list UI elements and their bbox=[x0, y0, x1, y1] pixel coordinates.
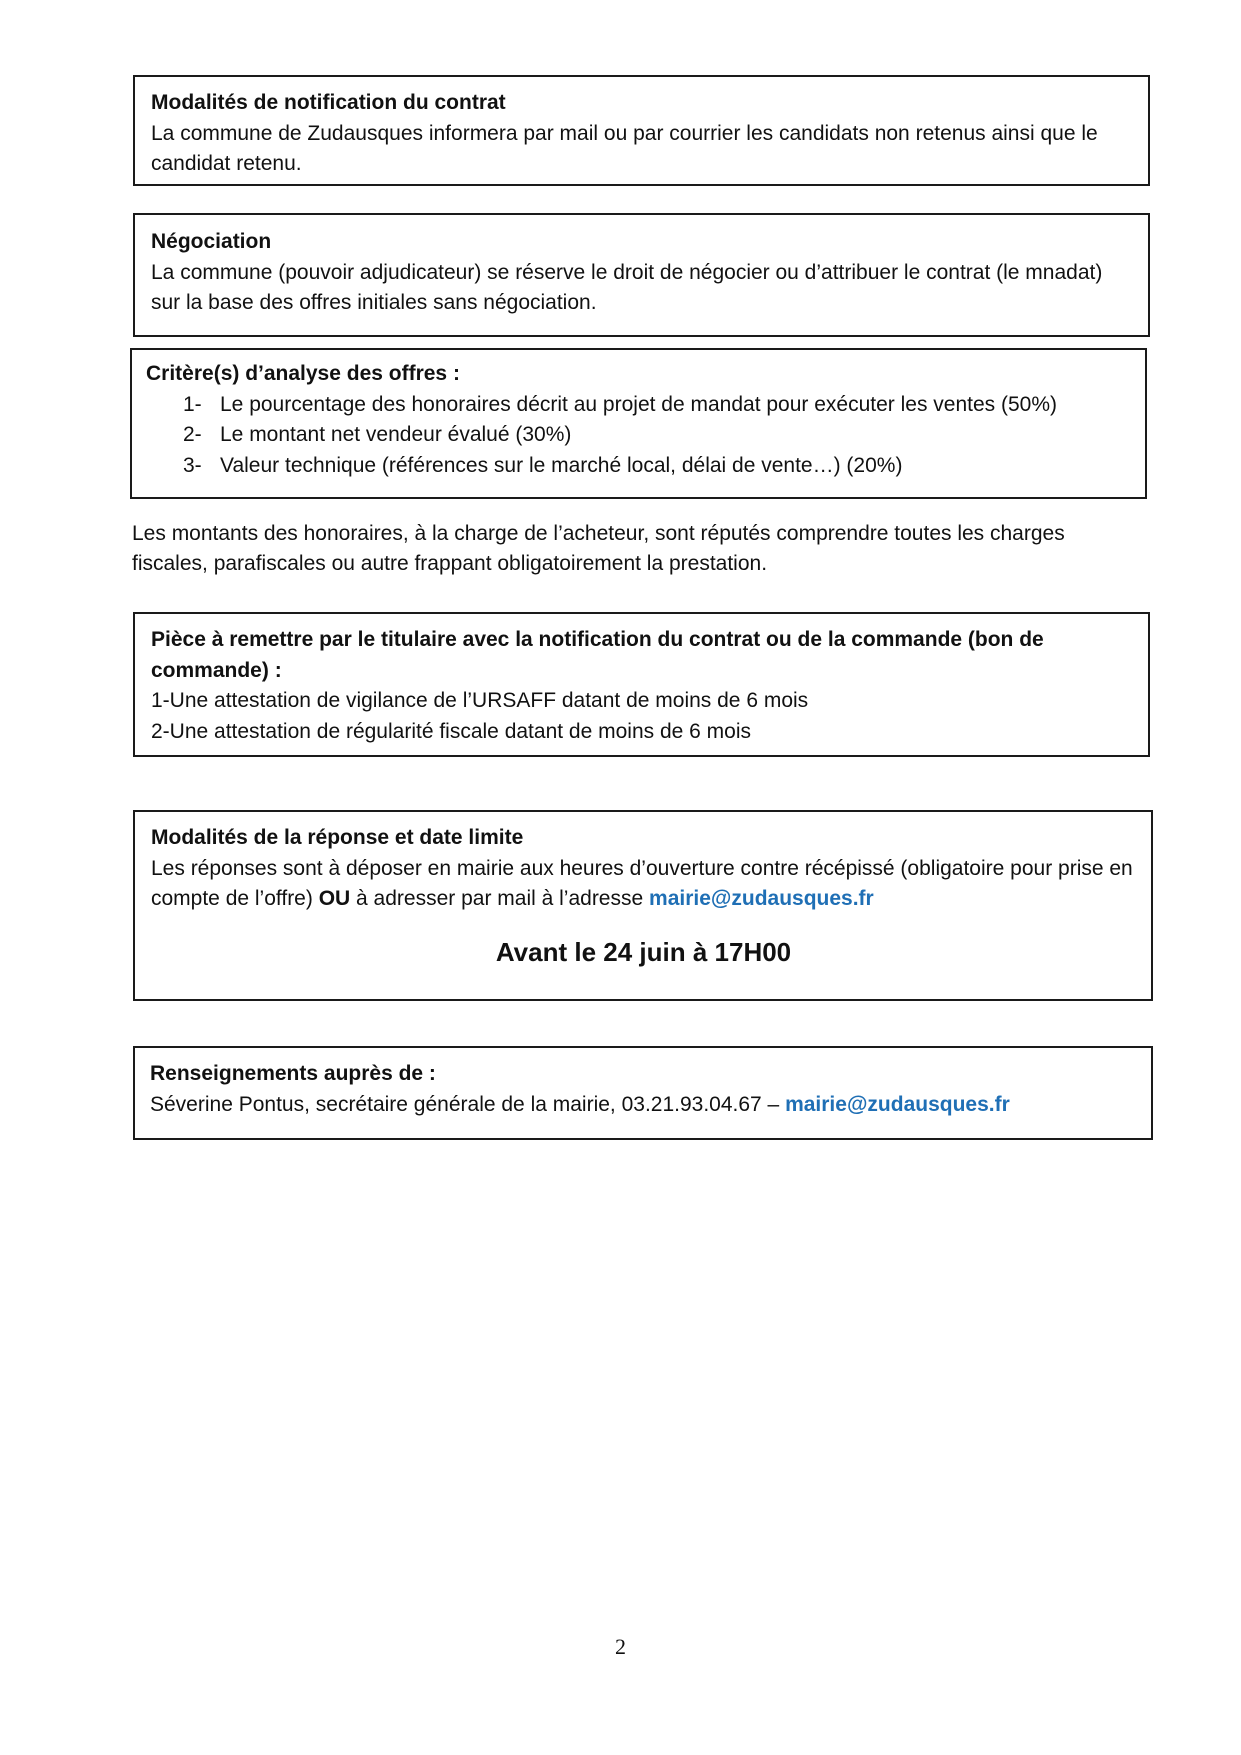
renseignements-title: Renseignements auprès de : bbox=[150, 1062, 436, 1085]
criteres-item-num: 3- bbox=[183, 453, 202, 477]
reponse-text bbox=[151, 854, 1136, 915]
criteres-item-text: Le montant net vendeur évalué (30%) bbox=[220, 423, 572, 446]
list-item bbox=[183, 390, 1133, 421]
pieces-item: 1-Une attestation de vigilance de l’URSAFF datant de moins de 6 mois bbox=[151, 689, 809, 712]
pieces-title: Pièce à remettre par le titulaire avec la notification du contrat ou de la commande (bon de commande) : bbox=[151, 628, 1044, 682]
notification-box bbox=[133, 75, 1150, 186]
pieces-item: 2-Une attestation de régularité fiscale datant de moins de 6 mois bbox=[151, 719, 752, 743]
reponse-email-link[interactable]: mairie@zudausques.fr bbox=[649, 887, 874, 910]
criteres-list bbox=[146, 390, 1133, 482]
criteres-item-text: Valeur technique (références sur le marché local, délai de vente…) (20%) bbox=[220, 453, 903, 477]
montants-paragraph: Les montants des honoraires, à la charge de l’acheteur, sont réputés comprendre toutes les charges fiscales, parafiscales ou autre frappant obligatoirement la prestation. bbox=[132, 522, 1065, 575]
renseignements-box bbox=[133, 1046, 1153, 1140]
negociation-text: La commune (pouvoir adjudicateur) se réserve le droit de négocier ou d’attribuer le contrat (le mnadat) sur la base des offres initiales sans négociation. bbox=[151, 260, 1103, 314]
list-item bbox=[183, 451, 1133, 482]
list-item bbox=[183, 420, 1133, 451]
renseignements-email-link[interactable]: mairie@zudausques.fr bbox=[785, 1092, 1010, 1116]
criteres-item-num: 2- bbox=[183, 423, 202, 446]
reponse-title: Modalités de la réponse et date limite bbox=[151, 826, 524, 849]
page-number: 2 bbox=[615, 1634, 626, 1659]
reponse-text-after: à adresser par mail à l’adresse bbox=[350, 887, 650, 910]
pieces-box bbox=[133, 612, 1150, 757]
reponse-text-before: Les réponses sont à déposer en mairie aux heures d’ouverture contre récépissé (obligatoire pour prise en compte de l’offre) bbox=[151, 856, 1133, 910]
negociation-title: Négociation bbox=[151, 230, 272, 253]
criteres-item-num: 1- bbox=[183, 392, 202, 416]
renseignements-text bbox=[150, 1090, 1136, 1121]
criteres-box bbox=[130, 348, 1147, 499]
reponse-ou: OU bbox=[318, 887, 351, 910]
notification-text: La commune de Zudausques informera par mail ou par courrier les candidats non retenus ainsi que le candidat retenu. bbox=[151, 121, 1098, 175]
criteres-title: Critère(s) d’analyse des offres : bbox=[146, 362, 460, 385]
notification-title: Modalités de notification du contrat bbox=[151, 91, 506, 114]
reponse-box bbox=[133, 810, 1153, 1001]
criteres-item-text: Le pourcentage des honoraires décrit au projet de mandat pour exécuter les ventes (50%) bbox=[220, 392, 1058, 416]
negociation-box bbox=[133, 213, 1150, 337]
renseignements-contact: Séverine Pontus, secrétaire générale de la mairie, 03.21.93.04.67 – bbox=[150, 1092, 786, 1116]
reponse-deadline: Avant le 24 juin à 17H00 bbox=[495, 936, 792, 967]
